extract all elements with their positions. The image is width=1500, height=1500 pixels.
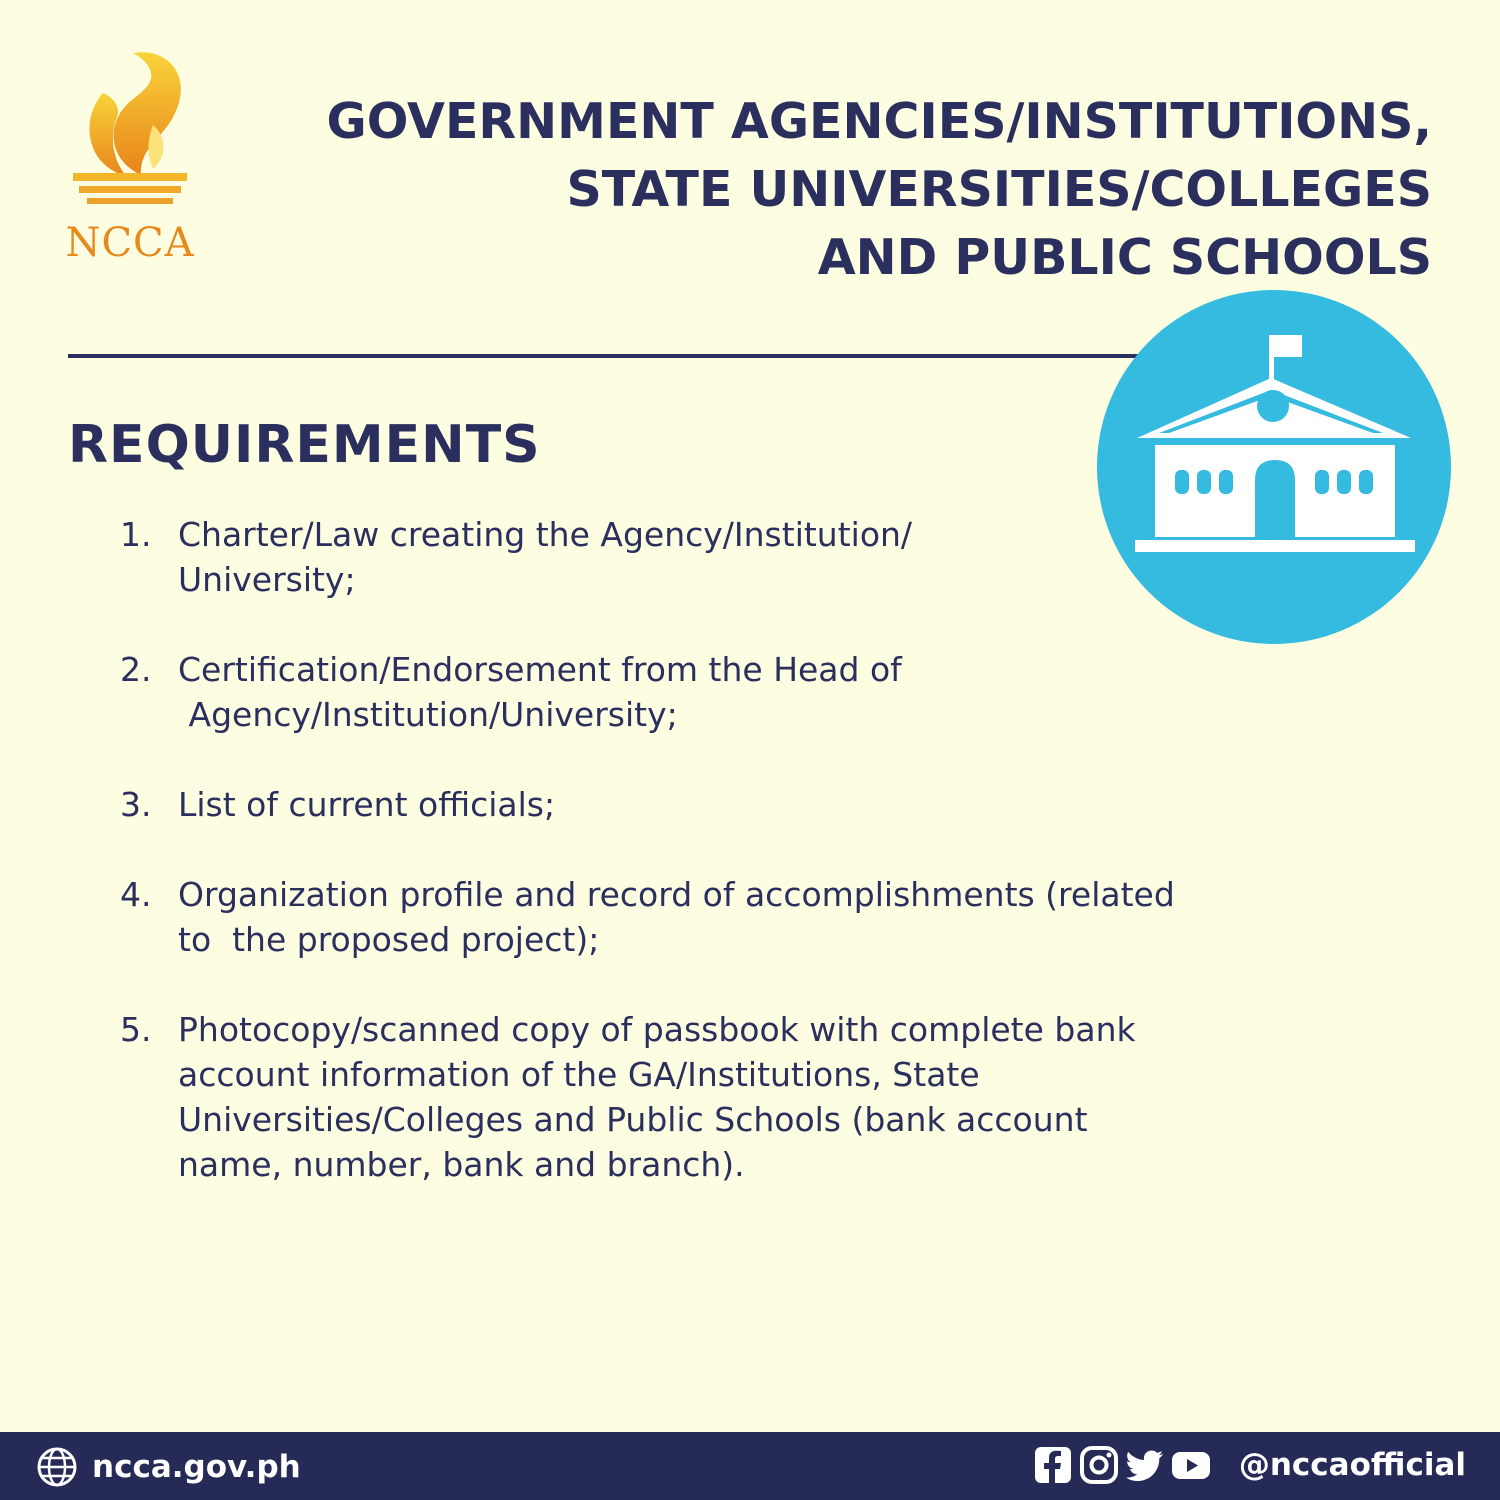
item-number: 1. (120, 515, 152, 554)
item-text-line: Certification/Endorsement from the Head of (178, 650, 902, 689)
globe-icon (36, 1446, 78, 1488)
item-number: 5. (120, 1010, 152, 1049)
item-text-line: University; (178, 560, 356, 599)
title-line: GOVERNMENT AGENCIES/INSTITUTIONS, (326, 93, 1432, 150)
facebook-icon[interactable] (1033, 1445, 1073, 1485)
logo-text: NCCA (65, 220, 195, 266)
youtube-icon[interactable] (1171, 1445, 1211, 1485)
item-text-line: Photocopy/scanned copy of passbook with complete bank (178, 1010, 1136, 1049)
list-item (120, 782, 1340, 827)
item-number: 4. (120, 875, 152, 914)
item-text-line: Charter/Law creating the Agency/Institution/ (178, 515, 913, 554)
social-links (1033, 1445, 1466, 1485)
social-handle[interactable]: @nccaofficial (1238, 1447, 1466, 1483)
requirements-list (120, 512, 1340, 1187)
footer-bar (0, 1432, 1500, 1500)
title-line: STATE UNIVERSITIES/COLLEGES (566, 161, 1432, 218)
website-text: ncca.gov.ph (92, 1449, 301, 1485)
item-text-line: Universities/Colleges and Public Schools (bank account (178, 1100, 1088, 1139)
list-item (120, 647, 1340, 737)
flame-torch-icon (55, 45, 205, 220)
item-text-line: name, number, bank and branch). (178, 1145, 745, 1184)
twitter-icon[interactable] (1125, 1445, 1165, 1485)
item-number: 3. (120, 785, 152, 824)
item-text-line: to the proposed project); (178, 920, 600, 959)
title-line: AND PUBLIC SCHOOLS (817, 229, 1432, 286)
website-link[interactable] (36, 1446, 301, 1488)
item-text-line: Organization profile and record of accomplishments (related (178, 875, 1175, 914)
item-text-line: List of current officials; (178, 785, 556, 824)
list-item (120, 872, 1340, 962)
divider (68, 354, 1148, 358)
instagram-icon[interactable] (1079, 1445, 1119, 1485)
section-heading: REQUIREMENTS (68, 415, 541, 475)
list-item (120, 1007, 1340, 1187)
list-item (120, 512, 1340, 602)
ncca-logo (55, 45, 205, 275)
page-title (192, 88, 1432, 292)
item-text-line: account information of the GA/Institutions, State (178, 1055, 980, 1094)
item-text-line: Agency/Institution/University; (178, 695, 678, 734)
item-number: 2. (120, 650, 152, 689)
